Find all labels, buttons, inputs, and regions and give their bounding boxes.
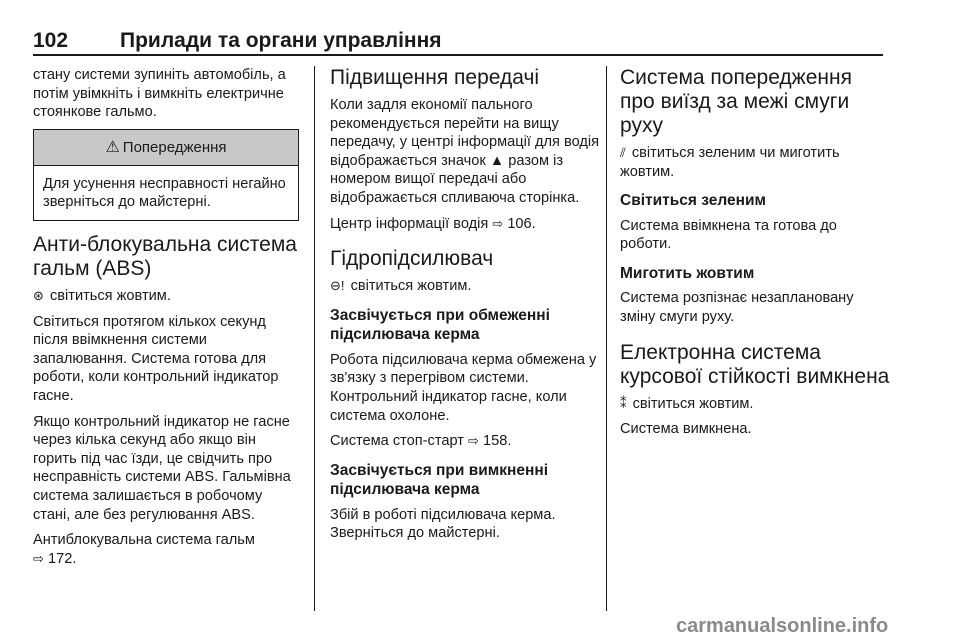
ref-arrow-icon: ⇨ [33, 550, 44, 566]
stopstart-reference [330, 432, 602, 451]
upshift-title: Підвищення передачі [330, 66, 540, 89]
warning-text: Для усунення несправності негайно зверніться до майстерні. [43, 175, 286, 211]
column-divider-1 [314, 66, 315, 611]
abs-reference [33, 531, 303, 568]
watermark: carmanualsonline.info [676, 615, 889, 637]
abs-title: Анти-блокувальна система гальм (ABS) [33, 232, 297, 280]
dic-reference [330, 215, 602, 234]
stopstart-reference-text: Система стоп-старт [330, 433, 464, 450]
servo-limited-text: Робота підсилювача керма обмежена у зв'язку з перегрівом системи. Контрольний індикатор гасне, коли система охолоне. [330, 351, 597, 424]
lane-departure-icon: ⫽ [620, 145, 626, 160]
esc-status-text: світиться жовтим. [632, 395, 754, 412]
warning-header [34, 130, 298, 166]
stopstart-reference-page[interactable]: 158. [482, 433, 512, 450]
ref-arrow-icon: ⇨ [492, 215, 504, 231]
intro-paragraph: стану системи зупиніть автомобіль, а потім увімкніть і вимкніть електричне стоянкове гальмо. [33, 67, 286, 121]
warning-triangle-icon: ⚠ [105, 139, 120, 157]
lane-yellow-title: Миготить жовтим [620, 264, 755, 282]
esc-title: Електронна система курсової стійкості вимкнена [620, 340, 890, 388]
upshift-text: Коли задля економії пального рекомендується перейти на вищу передачу, у центрі інформації для водія відображається значок ▲ разом із номером вищої передачі або відображається спливаюча сторінка. [330, 97, 600, 206]
lane-status [620, 144, 892, 181]
column-divider-2 [606, 66, 607, 611]
servo-off-title: Засвічується при вимкненні підсилювача керма [330, 461, 549, 499]
servo-limited-title: Засвічується при обмеженні підсилювача керма [330, 306, 550, 344]
lane-green-text: Система ввімкнена та готова до роботи. [620, 217, 837, 253]
page-number: 102 [33, 29, 69, 52]
lane-green-title: Світиться зеленим [620, 192, 766, 210]
abs-reference-text: Антиблокувальна система гальм [33, 532, 255, 549]
dic-reference-page[interactable]: 106. [507, 215, 536, 232]
ref-arrow-icon: ⇨ [468, 433, 479, 449]
servo-status-text: світиться жовтим. [350, 278, 472, 295]
dic-reference-text: Центр інформації водія [330, 215, 489, 232]
esc-text: Система вимкнена. [620, 421, 752, 438]
steering-warning-icon: ⊖! [330, 278, 345, 294]
column-2 [330, 66, 602, 550]
column-1 [33, 66, 303, 575]
lane-yellow-text: Система розпізнає незаплановану зміну смуги руху. [620, 290, 854, 325]
servo-title: Гідропідсилювач [330, 247, 494, 271]
column-3 [620, 66, 892, 446]
lane-status-text: світиться зеленим чи миготить жовтим. [620, 145, 840, 180]
esc-off-icon: ⁑ [620, 395, 627, 411]
abs-reference-page[interactable]: 172. [47, 550, 77, 567]
running-title: Прилади та органи управління [120, 29, 442, 52]
abs-paragraph-1: Світиться протягом кількох секунд після ввімкнення системи запалювання. Система готова для роботи, коли контрольний індикатор гасне. [33, 313, 279, 404]
abs-status [33, 287, 303, 306]
warning-title: Попередження [122, 138, 227, 156]
abs-paragraph-2: Якщо контрольний індикатор не гасне через кілька секунд або якщо він горить під час їзди, це свідчить про несправність системи ABS. Гальмівна система залишається в робочому стані, але без регулювання ABS. [33, 413, 291, 523]
servo-status [330, 277, 602, 296]
header-rule [33, 54, 883, 56]
abs-status-text: світиться жовтим. [49, 287, 171, 304]
abs-icon: ⊛ [33, 287, 44, 303]
servo-off-text: Збій в роботі підсилювача керма. Зверніться до майстерні. [330, 506, 556, 542]
esc-status [620, 395, 892, 414]
page-header [33, 30, 883, 52]
warning-box [33, 129, 299, 221]
lane-title: Система попередження про виїзд за межі смуги руху [620, 66, 852, 137]
